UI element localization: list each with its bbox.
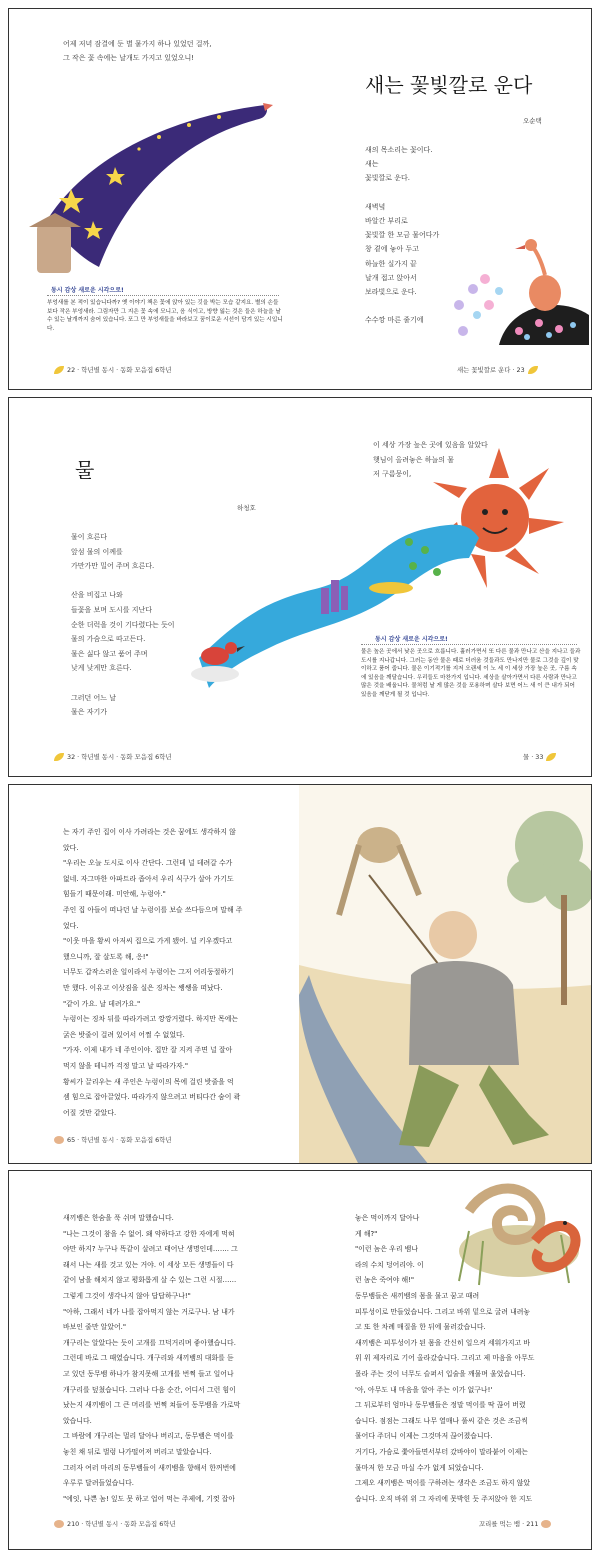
shell-icon xyxy=(54,1520,64,1528)
box-divider xyxy=(361,644,577,645)
appreciation-box-heading: 동시 감상 새로운 시각으로! xyxy=(51,287,124,294)
poem-title: 물 xyxy=(75,458,95,482)
appreciation-box-text: 부엉새를 본 적이 있습니다까? 옛 이야기 책은 꽃에 앉아 있는 깃을 박는 모습 같지요. 별의 손들보다 작은 부엉새라. 그림자만 그 지은 꽃 속에 모니고, 음 식이고, 방향 잃는 것은 들은 하늘을 날 수 있는 날개까지 숨어 있습니다. 포그 만 부엉새들을 바라보고 꿈이로운 시선이 담겨 있는 시입니다. xyxy=(47,300,283,332)
story-text: 는 자기 주인 집이 이사 가려라는 것은 꿈에도 생각하지 않 았다. "우리는 오늘 도시로 이사 간단다. 그런데 널 데려갈 수가 없네. 자그마한 아파트라 좁아서 우리 식구가 살아 가기도 힘들기 때문이래. 미안해, 누렁아." 주인 집 아들이 떠나던 날 누렁이를 보슬 쓰다듬으며 말해 주 었다. "이웃 마을 황씨 아저씨 집으로 가게 됐어. 널 키우겠다고 했으니까, 잘 살도록 해, 응!" 너무도 갑작스러운 일이라서 누렁이는 그저 어리둥절하기 만 했다. 이유고 이삿짐을 실은 징차는 쌩쌩을 떠났다. "같이 가요. 날 데려가요." 누렁이는 징차 뒤를 따라가려고 깡깡거렸다. 하지만 목에는 굵은 밧줄이 걸려 있어서 어쩔 수 없었다. "가자. 이제 내가 네 주인이야. 집만 잘 지켜 주면 널 잘아 먹지 않을 테니까 걱정 말고 날 따라가자." 황씨가 끌리우는 새 주인은 누렁이의 목에 걸린 밧줄을 억 셈 힘으로 잡아끌었다. 따라가지 않으려고 버티다간 숨이 콱 어질 것만 같았다. xyxy=(63,828,243,1117)
spread-page-22-23 xyxy=(8,8,592,390)
left-page-folio xyxy=(51,1519,176,1528)
poem-body-continued: 이 세상 가장 높은 곳에 있음을 알았다 햇님이 올려놓은 하늘의 물 저 구름뭉이, xyxy=(373,441,488,479)
starry-shooting-star-illustration xyxy=(19,97,281,297)
left-folio-text: 32 · 학년별 동시 · 동화 모음집 6학년 xyxy=(67,753,172,761)
right-folio-text: 꼬리를 먹는 뱀 · 211 xyxy=(479,1520,539,1528)
right-page-folio xyxy=(457,365,541,374)
left-folio-text: 22 · 학년별 동시 · 동화 모음집 6학년 xyxy=(67,366,172,374)
poem-author: 오순택 xyxy=(523,117,542,125)
crescent-moon-icon xyxy=(546,753,556,761)
poem-title: 새는 꽃빛깔로 운다 xyxy=(365,73,533,97)
red-bird-on-cloud-illustration xyxy=(187,630,247,686)
poem-body: 새의 목소리는 꽃이다. 새는 꽃빛깔로 운다. 새벽녘 바알간 부리로 꽃빛깔 한 모금 물어다가 창 곁에 놓아 두고 하늘한 실가지 끝 날개 접고 앉아서 보라빛으로 운다. 수수깡 마른 줄기에 xyxy=(365,146,440,325)
poem-author: 하청호 xyxy=(237,504,256,512)
right-page-folio xyxy=(479,1519,554,1528)
shell-icon xyxy=(54,1136,64,1144)
spread-page-32-33 xyxy=(8,397,592,777)
appreciation-box-text: 물은 높은 곳에서 낮은 곳으로 흐릅니다. 흘러가면서 또 다른 물과 만나고 산을 지나고 들과 도시를 지나갑니다. 그러는 동안 물은 때로 더러움 것들과도 만나지만 물로 그것을 깊이 맞이하고 품어 줍니다. 물은 이기적기를 지저 오랜세 이 노 세 이 세상 가장 높은 곳, 구름 속에 있음을 깨달습니다. 우리들도 마찬가지 입니다. 세상을 살아가면서 다른 사람과 만나고 많은 것을 배웁니다. 물처럼 날 게 많은 것을 포용하며 살다 보면 어느 새 이 큰 내가 되어 있음을 깨닫게 될 것 입니다. xyxy=(361,649,581,698)
spread-page-65 xyxy=(8,784,592,1164)
right-folio-text: 새는 꽃빛깔로 운다 · 23 xyxy=(457,366,525,374)
left-folio-text: 210 · 학년별 동시 · 동화 모음집 6학년 xyxy=(67,1520,176,1528)
appreciation-box-heading: 동시 감상 새로운 시각으로! xyxy=(375,636,448,643)
crescent-moon-icon xyxy=(54,366,64,374)
intro-verse: 어제 저녁 잠결에 둔 별 뭍가지 하나 있었던 걸까, 그 작은 꽃 속에는 날개도 가지고 있었오니! xyxy=(63,40,212,62)
old-man-and-dog-illustration xyxy=(299,785,592,1164)
spread-page-210-211 xyxy=(8,1170,592,1550)
left-folio-text: 65 · 학년별 동시 · 동화 모음집 6학년 xyxy=(67,1136,172,1144)
crescent-moon-icon xyxy=(528,366,538,374)
box-divider xyxy=(47,295,279,296)
story-text-right: 놓은 먹이까지 달아나 게 해?" "이런 놈은 우리 뱀나 라의 수치 덩어리야. 이 런 놈은 죽여야 해!" 동무뱀들은 새끼뱀의 몸을 물고 꿈고 때려 피투성이로 만들었습니다. 그리고 바위 밑으로 굴려 내려놓 고 또 한 차례 매질을 한 뒤에 물러갔습니다. 새끼뱀은 피투성이가 된 몸을 간신히 일으켜 세워가지고 바 위 위 제자리로 기어 올라갔습니다. 그리고 제 마음을 아무도 몰라 주는 것이 너무도 슬퍼서 입술을 깨물며 울었습니다. '아, 아무도 내 마음을 알아 주는 이가 없구나!' 그 뒤로부터 엄마나 동무뱀들은 정말 먹이를 딱 끊어 버렸 습니다. 점점는 그래도 나무 열매나 풀씨 같은 것은 조금씩 물어다 주더니 이제는 그것마저 끊어졌습니다. 거기다, 가슴로 쫓아들면서부터 갔바야이 말라붙어 이제는 물마저 한 모금 마실 수가 없게 되었습니다. 그제오 새끼뱀은 먹이를 구하려는 생각은 조금도 하지 않았 습니다. 오직 바위 위 그 자리에 못박힌 듯 주저앉아 한 지도 xyxy=(355,1214,535,1503)
poem-body: 물이 흐른다 앞섬 물의 이께를 가만가만 밀어 주며 흐른다. 산을 비집고 나와 들꽃을 보며 도시를 지난다 순한 더럭을 것이 기다렸다는 듯이 물의 가슴으로 따고든다. 물은 싫다 않고 품어 주며 낮게 낮게만 흐른다. 그러던 어느 날 물은 자기가 xyxy=(71,533,175,717)
right-folio-text: 물 · 33 xyxy=(523,753,544,761)
right-page-folio xyxy=(523,752,559,761)
left-page-folio xyxy=(51,1135,172,1144)
shell-icon xyxy=(541,1520,551,1528)
crescent-moon-icon xyxy=(54,753,64,761)
left-page-folio xyxy=(51,752,172,761)
left-page-folio xyxy=(51,365,172,374)
bird-and-flowers-illustration xyxy=(449,235,589,345)
story-text-left: 새끼뱀은 한숨을 푹 쉬며 말했습니다. "나는 그것이 참을 수 없어. 왜 약하다고 강한 자에게 먹혀 야만 하지? 누구나 똑같이 살려고 태어난 생명인데……. 그 래서 나는 새를 것고 있는 거야. 이 세상 모든 생명들이 다 같이 남을 해치지 않고 평화롭게 살 수 있는 그런 시절…… 그렇게 그것이 생각나지 않아 답답하구나!" "아하, 그래서 네가 나를 잡아먹지 않는 거로구나. 남 내가 바보인 줄만 알았어." 개구리는 알았다는 듯이 고개를 끄덕거리며 좋아했습니다. 그런데 바로 그 때였습니다. 개구리와 새끼뱀의 대화를 듣 고 있던 동무뱀 하나가 참지못해 고개를 번쩍 들고 일어나 개구리를 덮쳤습니다. 그러나 다음 순간, 어디서 그런 힘이 났는지 새끼뱀이 그 큰 머리를 번쩍 쳐들어 동무뱀을 가로막 았습니다. 그 바람에 개구리는 멀리 달아나 버리고, 동무뱀은 먹이를 놓친 채 뒤로 벌렁 나가떨어져 버리고 말았습니다. 그러자 여러 마리의 동무뱀들이 새끼뱀을 향해서 한꺼번에 우루루 달려들었습니다. "에잇, 나쁜 놈! 잎도 못 하고 업어 먹는 주제에, 기껏 잡아 xyxy=(63,1214,241,1503)
snake-illustration xyxy=(439,1171,592,1295)
